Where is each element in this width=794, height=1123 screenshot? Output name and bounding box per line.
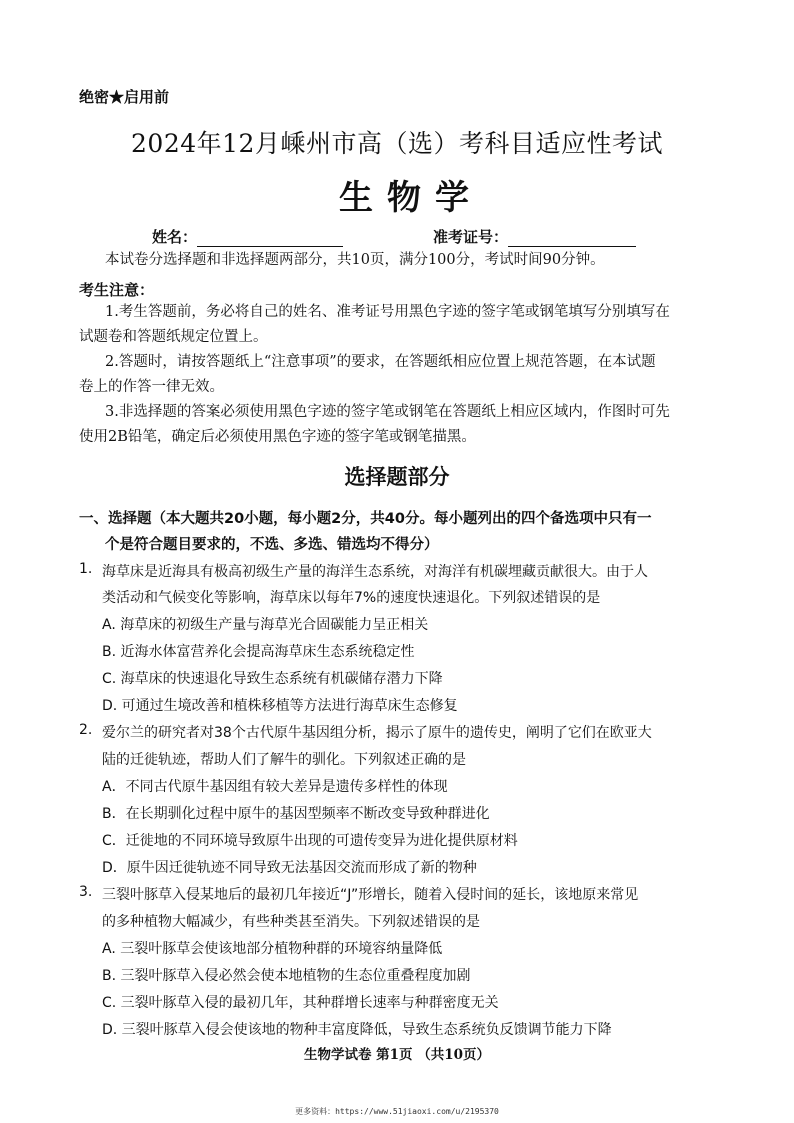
question-2-stem-line-2: 陆的迁徙轨迹，帮助人们了解牛的驯化。下列叙述正确的是	[102, 752, 466, 768]
question-3-option-b: B. 三裂叶豚草入侵必然会使本地植物的生态位重叠程度加剧	[102, 968, 471, 984]
exam-intro: 本试卷分选择题和非选择题两部分，共10页，满分100分，考试时间90分钟。	[105, 252, 605, 268]
notice-title: 考生注意：	[79, 281, 155, 299]
question-3-number: 3.	[79, 884, 93, 900]
question-2-number: 2.	[79, 722, 93, 738]
notice-item-1-line-1: 1.考生答题前，务必将自己的姓名、准考证号用黑色字迹的签字笔或钢笔填写分别填写在	[105, 304, 670, 320]
question-1-option-b: B. 近海水体富营养化会提高海草床生态系统稳定性	[102, 644, 415, 660]
question-3-stem-line-1: 三裂叶豚草入侵某地后的最初几年接近“J”形增长，随着入侵时间的延长，该地原来常见	[102, 887, 639, 903]
question-1-stem-line-2: 类活动和气候变化等影响，海草床以每年7%的速度快速退化。下列叙述错误的是	[102, 590, 601, 606]
part-instructions-line-2: 个是符合题目要求的，不选、多选、错选均不得分）	[105, 537, 439, 553]
notice-item-3-line-1: 3.非选择题的答案必须使用黑色字迹的签字笔或钢笔在答题纸上相应区域内，作图时可先	[105, 404, 670, 420]
question-1-option-c: C. 海草床的快速退化导致生态系统有机碳储存潜力下降	[102, 671, 443, 687]
exam-id-field	[433, 226, 636, 247]
question-2-option-c: C．迁徙地的不同环境导致原牛出现的可遗传变异为进化提供原材料	[102, 833, 518, 849]
question-3-option-d: D. 三裂叶豚草入侵会使该地的物种丰富度降低，导致生态系统负反馈调节能力下降	[102, 1022, 612, 1038]
question-3-option-a: A. 三裂叶豚草会使该地部分植物种群的环境容纳量降低	[102, 941, 443, 957]
question-2-stem-line-1: 爱尔兰的研究者对38个古代原牛基因组分析，揭示了原牛的遗传史，阐明了它们在欧亚大	[102, 725, 652, 741]
question-1-option-d: D. 可通过生境改善和植株移植等方法进行海草床生态修复	[102, 698, 458, 714]
question-3-stem-line-2: 的多种植物大幅减少，有些种类甚至消失。下列叙述错误的是	[102, 914, 480, 930]
subject-title: 生物学	[339, 178, 483, 218]
question-3-option-c: C. 三裂叶豚草入侵的最初几年，其种群增长速率与种群密度无关	[102, 995, 499, 1011]
notice-item-1-line-2: 试题卷和答题纸规定位置上。	[79, 329, 268, 345]
notice-item-2-line-2: 卷上的作答一律无效。	[79, 379, 224, 395]
name-label: 姓名：	[152, 228, 198, 246]
question-2-option-d: D．原牛因迁徙轨迹不同导致无法基因交流而形成了新的物种	[102, 860, 477, 876]
name-blank	[197, 232, 343, 247]
notice-item-2-line-1: 2.答题时，请按答题纸上“注意事项”的要求，在答题纸相应位置上规范答题，在本试题	[105, 354, 656, 370]
question-2-option-b: B．在长期驯化过程中原牛的基因型频率不断改变导致种群进化	[102, 806, 490, 822]
exam-title: 2024年12月嵊州市高（选）考科目适应性考试	[131, 129, 663, 158]
question-1-stem-line-1: 海草床是近海具有极高初级生产量的海洋生态系统，对海洋有机碳埋藏贡献很大。由于人	[102, 564, 648, 580]
exam-id-label: 准考证号：	[433, 228, 509, 246]
source-link[interactable]: 更多资料：https://www.51jiaoxi.com/u/2195370	[295, 1107, 499, 1116]
question-1-number: 1.	[79, 561, 93, 577]
exam-id-blank	[508, 232, 636, 247]
page-footer: 生物学试卷 第1页 （共10页）	[303, 1047, 491, 1063]
part-instructions-line-1: 一、选择题（本大题共20小题，每小题2分，共40分。每小题列出的四个备选项中只有一	[79, 511, 652, 527]
question-1-option-a: A. 海草床的初级生产量与海草光合固碳能力呈正相关	[102, 617, 429, 633]
name-field	[152, 226, 343, 247]
secret-mark: 绝密★启用前	[79, 88, 170, 106]
section-heading: 选择题部分	[344, 464, 450, 489]
question-2-option-a: A．不同古代原牛基因组有较大差异是遗传多样性的体现	[102, 779, 448, 795]
notice-item-3-line-2: 使用2B铅笔，确定后必须使用黑色字迹的签字笔或钢笔描黑。	[79, 429, 476, 445]
